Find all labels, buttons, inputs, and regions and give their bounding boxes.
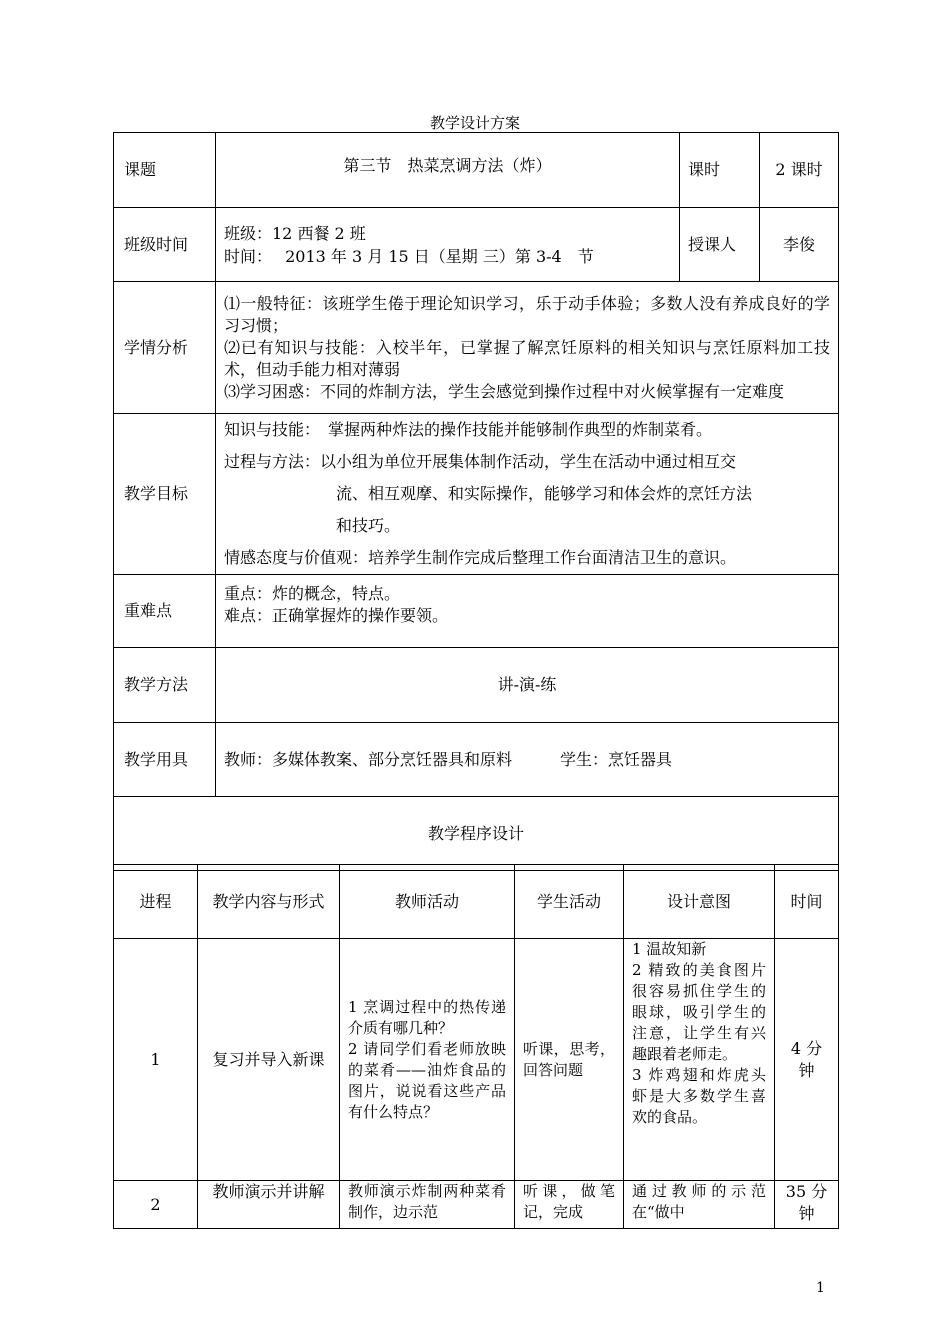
class-time-value [216,208,680,282]
method-row [114,648,839,723]
key-point: 重点：炸的概念，特点。 [224,584,401,603]
table-row [114,939,839,1181]
tools-value: 教师：多媒体教案、部分烹饪器具和原料 学生：烹饪器具 [216,723,839,797]
key-row [114,575,839,648]
class-time-row [114,208,839,282]
program-table [113,864,839,1229]
key-content [216,575,839,648]
lesson-plan-table [113,132,839,871]
analysis-item-3: ⑶学习困惑：不同的炸制方法，学生会感觉到操作过程中对火候掌握有一定难度 [224,381,785,401]
goal-emotion: 情感态度与价值观：培养学生制作完成后整理工作台面清洁卫生的意识。 [224,548,737,567]
header-intent: 设计意图 [624,865,775,939]
row-time: 4 分钟 [775,939,839,1181]
goal-process-line-1: 过程与方法：以小组为单位开展集体制作活动，学生在活动中通过相互交 [224,452,737,471]
row-time: 35 分钟 [775,1181,839,1229]
header-time: 时间 [775,865,839,939]
analysis-item-1: ⑴一般特征：该班学生倦于理论知识学习，乐于动手体验；多数人没有养成良好的学习习惯； [224,293,830,335]
analysis-content [216,282,839,414]
analysis-item-2: ⑵已有知识与技能：入校半年，已掌握了解烹饪原料的相关知识与烹饪原料加工技术，但动手能力相对薄弱 [224,337,830,379]
tools-label: 教学用具 [114,723,216,797]
class-line: 班级：12 西餐 2 班 [224,223,366,243]
class-time-label: 班级时间 [114,208,216,282]
page-number: 1 [816,1280,825,1296]
difficult-point: 难点：正确掌握炸的操作要领。 [224,606,449,625]
key-label: 重难点 [114,575,216,648]
tools-row [114,723,839,797]
hours-value: 2 课时 [760,133,839,208]
goal-knowledge: 知识与技能： 掌握两种炸法的操作技能并能够制作典型的炸制菜肴。 [224,420,713,439]
header-step: 进程 [114,865,198,939]
analysis-row [114,282,839,414]
goals-content [216,414,839,575]
row-teacher: 1 烹调过程中的热传递介质有哪几种？ 2 请同学们看老师放映的菜肴——油炸食品的图片，说说看这些产品有什么特点？ [340,939,515,1181]
row-intent: 1 温故知新 2 精致的美食图片很容易抓住学生的眼球，吸引学生的注意，让学生有兴趣跟着老师走。 3 炸鸡翅和炸虎头虾是大多数学生喜欢的食品。 [624,939,775,1181]
header-content: 教学内容与形式 [198,865,340,939]
row-student: 听课，思考，回答问题 [515,939,624,1181]
header-teacher: 教师活动 [340,865,515,939]
row-step: 2 [114,1181,198,1229]
method-value: 讲-演-练 [216,648,839,723]
topic-label: 课题 [114,133,216,208]
row-intent: 通过教师的示范在“做中 [624,1181,775,1229]
time-line: 时间： 2013 年 3 月 15 日（星期 三）第 3-4 节 [224,246,594,266]
teacher-label: 授课人 [680,208,760,282]
row-step: 1 [114,939,198,1181]
program-header-row [114,865,839,939]
analysis-label: 学情分析 [114,282,216,414]
topic-value: 第三节 热菜烹调方法（炸） [216,133,680,208]
document-title: 教学设计方案 [429,114,520,132]
goals-label: 教学目标 [114,414,216,575]
row-teacher: 教师演示炸制两种菜肴制作，边示范 [340,1181,515,1229]
header-student: 学生活动 [515,865,624,939]
row-content: 教师演示并讲解 [198,1181,340,1229]
teacher-value: 李俊 [760,208,839,282]
program-title: 教学程序设计 [114,797,839,871]
table-row [114,1181,839,1229]
program-title-row [114,797,839,871]
goal-process-line-3: 和技巧。 [336,516,401,535]
row-student: 听课，做笔记，完成 [515,1181,624,1229]
goal-process-line-2: 流、相互观摩、和实际操作，能够学习和体会炸的烹饪方法 [336,484,753,503]
hours-label: 课时 [680,133,760,208]
method-label: 教学方法 [114,648,216,723]
topic-row [114,133,839,208]
goals-row [114,414,839,575]
row-content: 复习并导入新课 [198,939,340,1181]
